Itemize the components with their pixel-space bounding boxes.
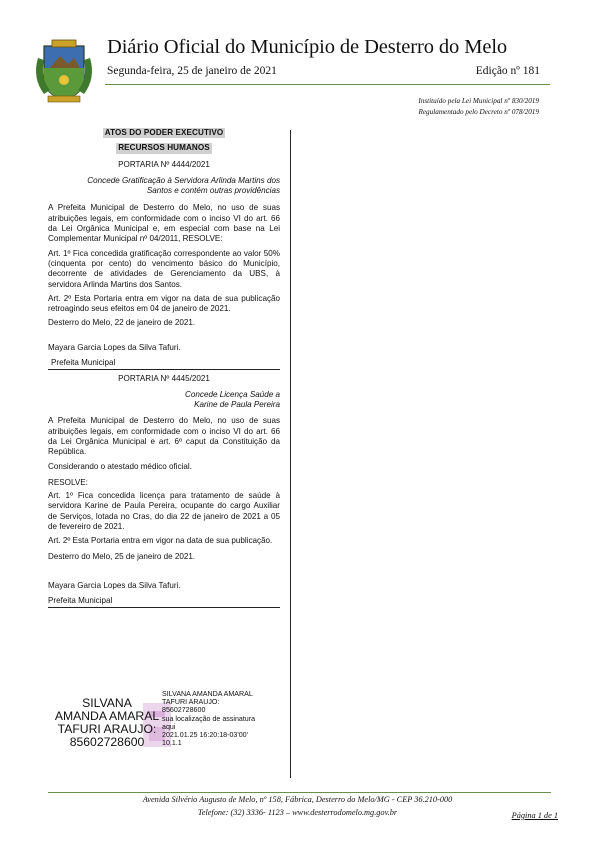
portaria-1-place-date: Desterro do Melo, 22 de janeiro de 2021.	[48, 318, 196, 328]
portaria-1-summary: Concede Gratificação à Servidora Arlinda Martins dos Santos e contém outras providências	[87, 175, 280, 196]
content-column	[48, 128, 280, 608]
section-heading: ATOS DO PODER EXECUTIVO	[104, 128, 224, 137]
portaria-2-summary-line2: Karine de Paula Pereira	[194, 399, 280, 409]
portaria-2-signer: Mayara Garcia Lopes da Silva Tafuri.	[48, 580, 181, 590]
signature-name-line3: TAFURI ARAUJO:	[57, 722, 157, 736]
signature-separator	[48, 607, 280, 608]
digital-signature-name	[48, 697, 166, 749]
portaria-separator	[48, 369, 280, 370]
page-title: Diário Oficial do Município de Desterro do Melo	[107, 36, 508, 58]
portaria-2-considering: Considerando o atestado médico oficial.	[48, 462, 192, 472]
signature-name-line1: SILVANA	[82, 696, 132, 710]
portaria-1-signer: Mayara Garcia Lopes da Silva Tafuri.	[48, 342, 181, 352]
footer-divider	[48, 792, 551, 793]
edition-number: Edição nº 181	[475, 65, 540, 77]
portaria-2-summary-line1: Concede Licença Saúde a	[185, 389, 280, 399]
page-number: Página 1 de 1	[511, 811, 558, 820]
portaria-2-signer-role: Prefeita Municipal	[48, 596, 113, 606]
signature-detail-line7: 10.1.1	[162, 739, 182, 748]
portaria-2-title: PORTARIA Nº 4445/2021	[118, 374, 210, 384]
institution-decree: Regulamentado pelo Decreto nº 078/2019	[418, 108, 539, 116]
signature-detail-line1: SILVANA AMANDA AMARAL	[162, 690, 253, 698]
section-subheading: RECURSOS HUMANOS	[118, 143, 210, 153]
institution-law: Instituído pela Lei Municipal nº 830/2019	[418, 97, 539, 105]
signature-name-line4: 85602728600	[69, 735, 145, 749]
municipal-coat-of-arms-icon	[30, 38, 98, 104]
digital-signature-details	[162, 690, 290, 747]
signature-detail-line6: 2021.01.25 16:20:18-03'00'	[162, 731, 248, 740]
footer-contact: Telefone: (32) 3336- 1123 – www.desterrodomelo.mg.gov.br	[197, 808, 398, 817]
portaria-1-art2: Art. 2º Esta Portaria entra em vigor na data de sua publicação retroagindo seus efeitos em 04 de janeiro de 2021.	[48, 293, 280, 314]
footer-address: Avenida Silvério Augusto de Melo, nº 158, Fábrica, Desterro do Melo/MG - CEP 36.210-000	[142, 795, 453, 804]
portaria-2-place-date: Desterro do Melo, 25 de janeiro de 2021.	[48, 551, 196, 561]
column-divider	[290, 130, 291, 778]
portaria-1-signer-role: Prefeita Municipal	[51, 358, 116, 368]
signature-detail-line2: TAFURI ARAUJO:	[162, 698, 220, 707]
portaria-2-art1: Art. 1º Fica concedida licença para tratamento de saúde à servidora Karine de Paula Pereira, ocupante do cargo Auxiliar de Serviços, lotada no Cras, do dia 22 de janeiro de 2021 a 05 de fevereiro de 2021.	[48, 491, 280, 531]
portaria-2-art2: Art. 2º Esta Portaria entra em vigor na data de sua publicação.	[48, 536, 273, 546]
signature-name-line2: AMANDA AMARAL	[54, 709, 160, 723]
header-divider	[105, 84, 550, 85]
portaria-1-intro: A Prefeita Municipal de Desterro do Melo, no uso de suas atribuições legais, em conformidade com o inciso VI do art. 66 da Lei Orgânica Municipal e, em especial com base na Lei Complementar Municipal nº 04/2011, RESOLVE:	[48, 203, 280, 244]
portaria-2-resolve: RESOLVE:	[48, 477, 88, 487]
portaria-1-art1: Art. 1º Fica concedida gratificação correspondente ao valor 50% (cinquenta por cento) do vencimento básico do Município, decorrente de atividades de Gerenciamento da UBS, à servidora Arlinda Martins dos Santos.	[48, 248, 280, 289]
signature-detail-line3: 85602728600	[162, 706, 206, 715]
portaria-1-title: PORTARIA Nº 4444/2021	[118, 159, 210, 169]
signature-detail-line4: sua localização de assinatura	[162, 714, 256, 723]
edition-date: Segunda-feira, 25 de janeiro de 2021	[107, 65, 277, 77]
signature-detail-line5: aqui	[162, 722, 176, 731]
portaria-2-intro: A Prefeita Municipal de Desterro do Melo, no uso de suas atribuições legais, em conformidade com o inciso VI do art. 66 da Lei Orgânica Municipal e art. 6º caput da Constituição da República.	[48, 416, 280, 457]
